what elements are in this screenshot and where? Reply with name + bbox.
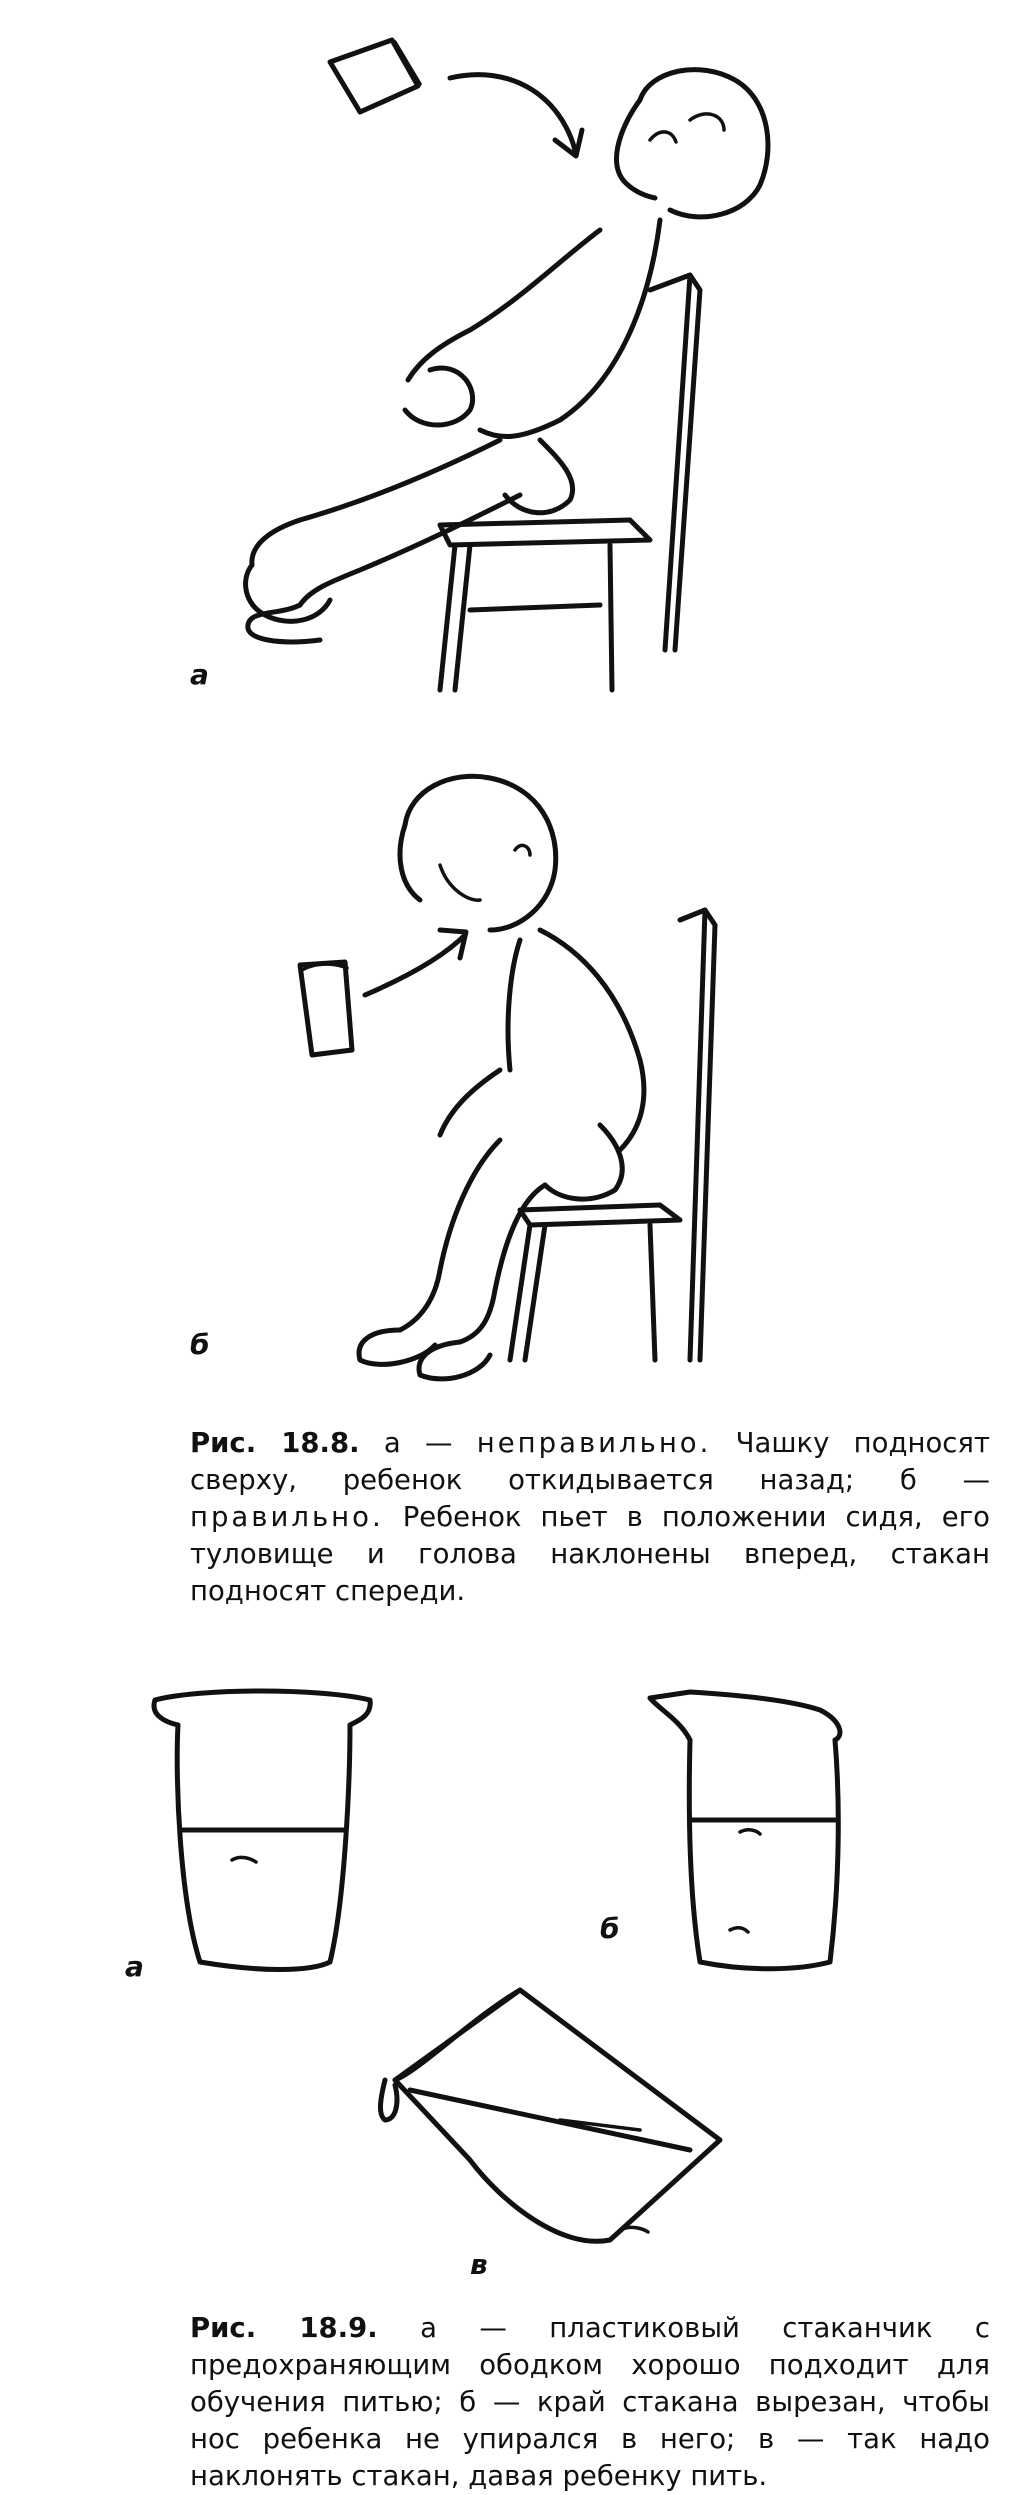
caption-prefix: Рис. 18.9. — [190, 2312, 378, 2344]
child-sitting-drawing — [0, 730, 1015, 1410]
tilted-cup-icon — [380, 1990, 720, 2241]
arrow-icon — [365, 930, 466, 995]
caption-word-right: правильно. — [190, 1501, 384, 1533]
figure-18-8a — [0, 0, 1015, 720]
caption-word-wrong: неправильно. — [476, 1427, 712, 1459]
cutaway-cup-icon — [650, 1692, 840, 1969]
water-drop-icon — [380, 2080, 396, 2120]
caption-text-a: Чашку подносят сверху, ребенок откидывается назад; — [190, 1427, 990, 1496]
caption-18-9 — [190, 2310, 990, 2495]
caption-text-a: а — пластиковый стаканчик с предохраняющим ободком хорошо подходит для обучения питью; — [190, 2312, 990, 2418]
figure-18-9 — [0, 1680, 1015, 2300]
caption-text-b: Ребенок пьет в положении сидя, его туловище и голова наклонены вперед, стакан подносят спереди. — [190, 1501, 990, 1607]
child-reclining-drawing — [0, 0, 1015, 720]
panel-label-b: б — [190, 1328, 210, 1361]
caption-text-c: в — так надо наклонять стакан, давая ребенку пить. — [190, 2423, 990, 2492]
panel-label-a: а — [190, 658, 209, 691]
caption-18-8 — [190, 1425, 990, 1610]
rimmed-cup-icon — [154, 1691, 370, 1970]
cup-icon — [300, 962, 352, 1055]
caption-marker-b: б — — [899, 1464, 991, 1496]
figure-18-8b — [0, 730, 1015, 1410]
caption-marker-a: а — — [383, 1427, 453, 1459]
caption-text-b: б — край стакана вырезан, чтобы нос ребенка не упирался в него; — [190, 2386, 990, 2455]
panel-label-c: в — [470, 2248, 488, 2281]
arrow-icon — [450, 75, 582, 156]
cups-drawing — [0, 1680, 1015, 2300]
cup-icon — [330, 40, 420, 112]
panel-label-a: а — [125, 1950, 144, 1983]
panel-label-b: б — [600, 1912, 620, 1945]
caption-prefix: Рис. 18.8. — [190, 1427, 360, 1459]
